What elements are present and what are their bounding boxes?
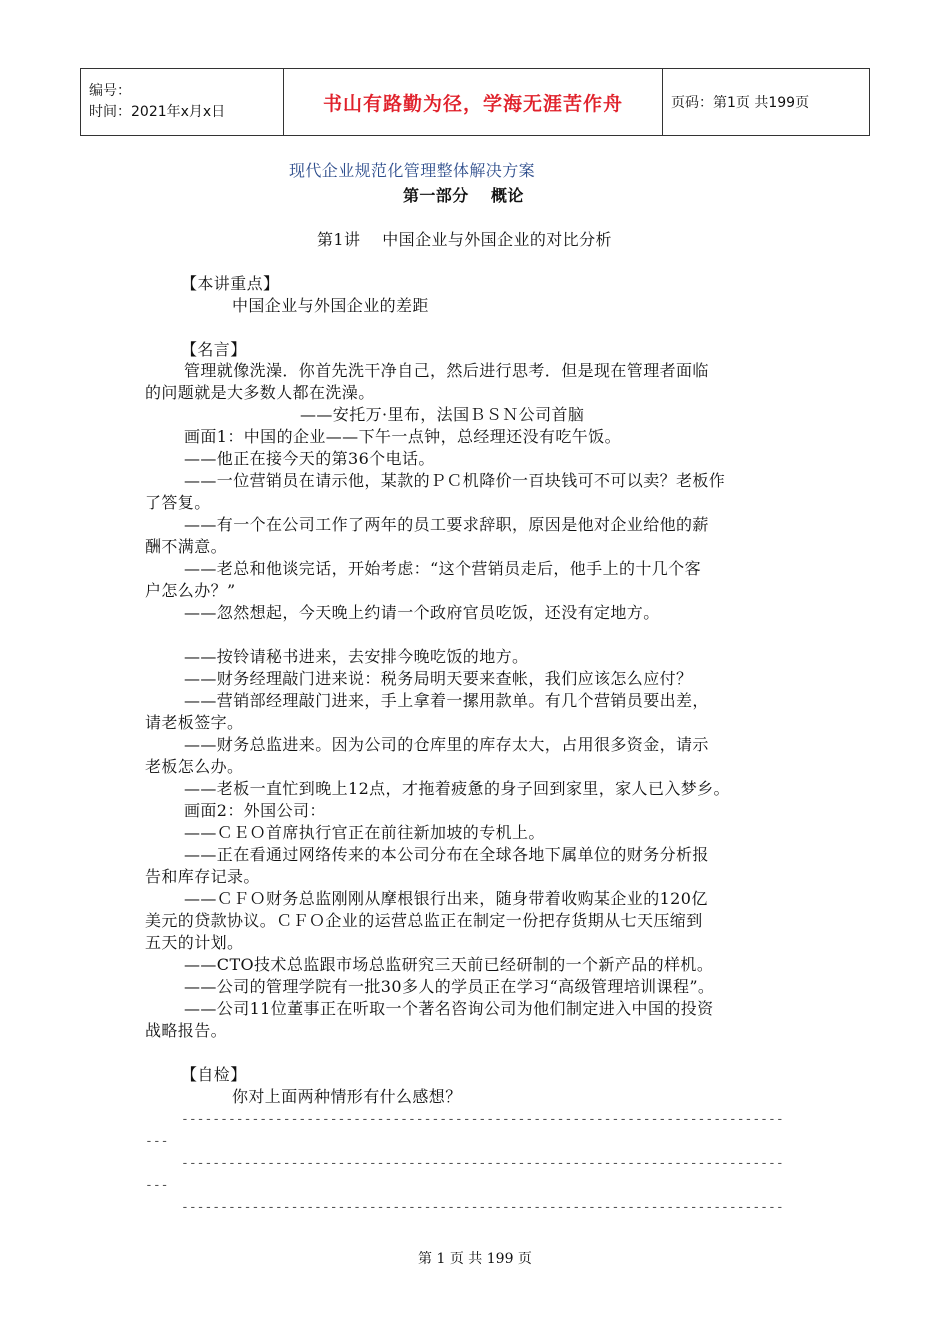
scene2-line: ——公司11位董事正在听取一个著名咨询公司为他们制定进入中国的投资 [184, 999, 714, 1018]
scene1-line: 请老板签字。 [145, 713, 244, 732]
answer-dash-line: ----------------------------------------------------------------------------- [181, 1112, 784, 1127]
scene1-line: 了答复。 [145, 493, 211, 512]
quote-heading: 【名言】 [181, 340, 247, 359]
scene1-line: ——他正在接今天的第36个电话。 [184, 449, 435, 468]
scene1-line: ——营销部经理敲门进来，手上拿着一摞用款单。有几个营销员要出差， [184, 691, 709, 710]
scene1-line: ——财务经理敲门进来说：税务局明天要来查帐，我们应该怎么应付？ [184, 669, 693, 688]
motto-text: 书山有路勤为径，学海无涯苦作舟 [322, 92, 623, 115]
scene1-heading: 画面1：中国的企业——下午一点钟，总经理还没有吃午饭。 [184, 427, 621, 446]
header-meta-cell [81, 69, 284, 136]
key-points-heading: 【本讲重点】 [181, 274, 280, 293]
scene2-line: 战略报告。 [145, 1021, 228, 1040]
scene1-line: ——有一个在公司工作了两年的员工要求辞职，原因是他对企业给他的薪 [184, 515, 709, 534]
code-label: 编号： [89, 83, 131, 99]
lecture-heading: 第1讲 中国企业与外国企业的对比分析 [317, 230, 612, 249]
quote-line: 的问题就是大多数人都在洗澡。 [145, 383, 375, 402]
scene2-line: ——ＣＥＯ首席执行官正在前往新加坡的专机上。 [184, 823, 545, 842]
answer-dash-line: --- [145, 1178, 169, 1193]
scene2-line: ——ＣＦＯ财务总监刚刚从摩根银行出来，随身带着收购某企业的120亿 [184, 889, 708, 908]
quote-source: ——安托万·里布，法国ＢＳＮ公司首脑 [300, 405, 585, 424]
scene1-line: ——老板一直忙到晚上12点，才拖着疲惫的身子回到家里，家人已入梦乡。 [184, 779, 730, 798]
page-footer: 第 1 页 共 199 页 [418, 1251, 532, 1267]
scene1-line: ——一位营销员在请示他，某款的ＰＣ机降价一百块钱可不可以卖？老板作 [184, 471, 726, 490]
scene2-heading: 画面2：外国公司： [184, 801, 326, 820]
scene2-line: ——公司的管理学院有一批30多人的学员正在学习“高级管理培训课程”。 [184, 977, 715, 996]
scene1-line: 老板怎么办。 [145, 757, 244, 776]
part-heading: 第一部分 概论 [403, 186, 524, 205]
scene2-line: ——CTO技术总监跟市场总监研究三天前已经研制的一个新产品的样机。 [184, 955, 714, 974]
answer-dash-line: ----------------------------------------------------------------------------- [181, 1156, 784, 1171]
page-info: 页码：第1页 共199页 [671, 95, 810, 111]
quote-line: 管理就像洗澡．你首先洗干净自己，然后进行思考．但是现在管理者面临 [184, 361, 709, 380]
header-motto-cell [284, 69, 663, 136]
key-points-text: 中国企业与外国企业的差距 [232, 296, 429, 315]
date-label: 时间：2021年x月x日 [89, 104, 226, 120]
scene2-line: 五天的计划。 [145, 933, 244, 952]
document-title: 现代企业规范化管理整体解决方案 [289, 161, 536, 180]
scene2-line: 告和库存记录。 [145, 867, 260, 886]
scene2-line: ——正在看通过网络传来的本公司分布在全球各地下属单位的财务分析报 [184, 845, 709, 864]
scene1-line: 酬不满意。 [145, 537, 228, 556]
scene1-line: 户怎么办？” [145, 581, 236, 600]
header-page-cell [663, 69, 870, 136]
header-table [80, 68, 870, 136]
scene2-line: 美元的贷款协议。ＣＦＯ企业的运营总监正在制定一份把存货期从七天压缩到 [145, 911, 703, 930]
answer-dash-line: --- [145, 1134, 169, 1149]
scene1-line: ——按铃请秘书进来，去安排今晚吃饭的地方。 [184, 647, 529, 666]
self-check-question: 你对上面两种情形有什么感想？ [232, 1087, 462, 1106]
scene1-line: ——财务总监进来。因为公司的仓库里的库存太大，占用很多资金，请示 [184, 735, 709, 754]
answer-dash-line: ----------------------------------------------------------------------------- [181, 1200, 784, 1215]
self-check-heading: 【自检】 [181, 1065, 247, 1084]
scene1-line: ——老总和他谈完话，开始考虑：“这个营销员走后，他手上的十几个客 [184, 559, 701, 578]
scene1-line: ——忽然想起，今天晚上约请一个政府官员吃饭，还没有定地方。 [184, 603, 660, 622]
